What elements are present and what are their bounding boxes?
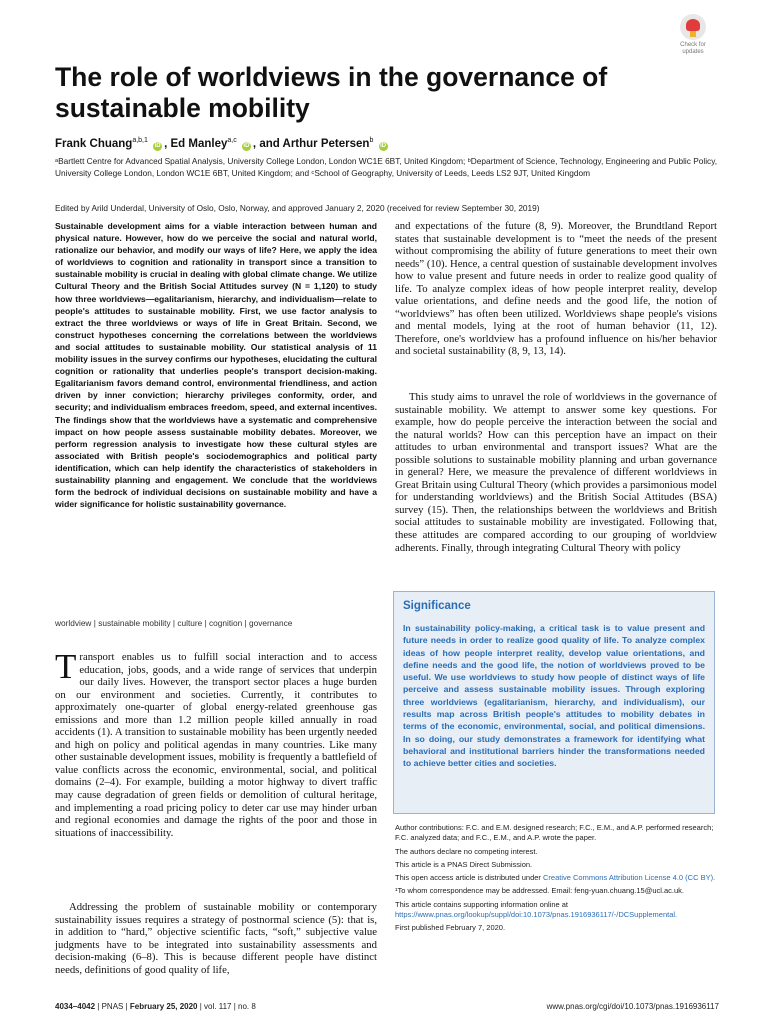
badge-label: Check for updates <box>680 42 706 55</box>
significance-heading: Significance <box>403 600 471 612</box>
intro-paragraph-1 <box>55 647 377 839</box>
affiliations: ᵃBartlett Centre for Advanced Spatial Analysis, University College London, London WC1E 6BT, United Kingdom; ᵇDepartment of Science, Technology, Engineering and Public Policy, University College London, London WC1E 6BT, United Kingdom; and ᶜSchool of Geography, University of Leeds, Leeds LS2 9JT, United Kingdom <box>55 156 718 178</box>
footer-pages: 4034–4042 <box>55 1002 96 1011</box>
supporting-info <box>395 900 717 921</box>
competing-interest: The authors declare no competing interest. <box>395 846 538 856</box>
license-prefix: This open access article is distributed under <box>395 873 543 883</box>
orcid-icon[interactable]: iD <box>380 142 387 149</box>
author-affil-sup: a,b,1 <box>132 137 148 144</box>
license-link[interactable]: Creative Commons Attribution License 4.0 (CC BY). <box>543 873 716 883</box>
author-name[interactable]: Frank Chuang <box>55 137 133 150</box>
intro-text: ransport enables us to fulfill social interaction and to access education, jobs, goods, and a wide range of services that underpin our daily lives. However, the transport sector places a huge burden on our environment and societies. Currently, it contributes to approximately one-quarter of global energy-related greenhouse gas emissions and more than 1.2 million people killed annually in road accidents (1). A transition to sustainable mobility has been urgently needed and high on policy and political agendas in many countries. Like many other sustainable development issues, mobility is frequently a battlefield of value conflicts across the economic, environmental, social, and political domains (2–4). For example, building a motor highway to divert traffic may cause degradation of green fields or demolition of cultural heritage, and implementing a road pricing policy to deter car use may hinder urban and regional economies and damage the rights of the poor and those in situations of inaccessibility. <box>55 651 377 839</box>
abstract: Sustainable development aims for a viable interaction between human and physical nature. However, how do we perceive the social and natural world, rationalize our behavior, and modify our ways of life? Here, we apply the idea of worldviews to cognition and rationality in transport since a transition to sustainable mobility is crucial in dealing with global climate change. We utilize Cultural Theory and the British Social Attitudes survey (N = 1,120) to study how three worldviews—egalitarianism, hierarchy, and individualism—relate to people's attitudes to sustainable mobility. First, we use factor analysis to extract the three worldviews or ways of life in Great Britain. Second, we construct hypotheses concerning the correlations between the worldviews and social attitudes to sustainable mobility. Our statistical analysis of 11 mobility issues in the survey confirms our hypotheses, elucidating the cultural cognition or rationality that underlies people's transport decision-making. Egalitarianism favors demand control, environmental friendliness, and action driven by inner conviction; hierarchy privileges conformity, order, and security; and individualism embraces freedom, speed, and external incentives. The findings show that the worldviews have a systematic and comprehensive impact on how people assess sustainable mobility debates. Moreover, we perform regression analysis to investigate how these cultural styles are associated with British people's sociodemographics and political party identification, which can help identify the characteristics of stakeholders in sustainability planning and engagement. We conclude that the worldviews form the bedrock of individual decisions on sustainable mobility and have a wider significance for holistic sustainability governance. <box>55 221 377 510</box>
si-link[interactable]: https://www.pnas.org/lookup/suppl/doi:10.1073/pnas.1916936117/-/DCSupplemental. <box>395 910 678 920</box>
significance-box <box>393 591 715 814</box>
author-name[interactable]: Ed Manley <box>170 137 228 150</box>
intro-paragraph-2: Addressing the problem of sustainable mobility or contemporary sustainability issues requires a strategy of postnormal science (5): that is, in addition to “hard,” objective scientific facts, “soft,” subjective value judgments have to be integrated into sustainability assessments and decision-making (6–8). This is because different people have distinct needs, definitions of good quality of life, <box>55 901 377 976</box>
correspondence: ¹To whom correspondence may be addressed. Email: feng-yuan.chuang.15@ucl.ac.uk. <box>395 886 685 896</box>
first-published: First published February 7, 2020. <box>395 923 506 933</box>
orcid-icon[interactable]: iD <box>243 142 250 149</box>
author-affil-sup: a,c <box>227 137 237 144</box>
author-contributions: Author contributions: F.C. and E.M. designed research; F.C., E.M., and A.P. performed research; F.C. analyzed data; and F.C., E.M., and A.P. wrote the paper. <box>395 823 714 843</box>
orcid-icon[interactable]: iD <box>154 142 161 149</box>
direct-submission: This article is a PNAS Direct Submission. <box>395 859 533 869</box>
crossmark-icon <box>680 14 706 40</box>
article-title: The role of worldviews in the governance of sustainable mobility <box>55 62 608 123</box>
license-note <box>395 873 717 883</box>
author-affil-sup: b <box>369 137 374 144</box>
author-list: Frank Chuang$^{a,b,1}$ iD , Ed Manley$^{a,c}$ iD , and Arthur Petersen$^b$ iD <box>55 137 387 150</box>
footer-date: February 25, 2020 <box>129 1002 198 1011</box>
footer-doi-url[interactable]: www.pnas.org/cgi/doi/10.1073/pnas.1916936117 <box>546 1002 719 1011</box>
si-prefix: This article contains supporting information online at <box>395 899 569 909</box>
keywords: worldview | sustainable mobility | culture | cognition | governance <box>55 618 293 628</box>
article-notes <box>395 823 717 937</box>
footer-volume: vol. 117 <box>204 1002 232 1011</box>
body-paragraph-continued: and expectations of the future (8, 9). Moreover, the Brundtland Report states that sustainable development is to “meet the needs of the present without compromising the ability of future generations to meet their own needs” (10). Hence, a central question of sustainable development involves how to value present and future needs in order to realize good quality of life. To analyze complex ideas of how people interpret reality, develop value orientations, and define needs and the good life, the notion of “worldviews” has often been utilized. Worldviews shape people's visions and mental models, lying at the root of human behavior (11, 12). Therefore, one's worldview has a profound influence on his/her behavior and societal sustainability (8, 9, 13, 14). <box>395 220 717 358</box>
footer-journal: PNAS <box>101 1002 124 1011</box>
body-paragraph-study-aims: This study aims to unravel the role of worldviews in the governance of sustainable mobility. We attempt to answer some key questions. For example, how do people perceive the interaction between the social and the natural worlds? How can this perception have an impact on their attitudes to urban environmental and transport issues? What are the possible solutions to sustainable mobility planning and urban governance in general? Here, we measure the prevalence of different worldviews in Great Britain using Cultural Theory (which provides a parsimonious model for understanding worldviews) and the British Social Attitudes (BSA) survey (15). Then, the relationships between the worldviews and British social attitudes to sustainable mobility are investigated. Following that, these attitudes are compared according to our grouping of worldview adherents. Finally, through integrating Cultural Theory with policy <box>395 391 717 554</box>
author-name[interactable]: and Arthur Petersen <box>259 137 370 150</box>
footer-citation: 4034–4042 | PNAS | February 25, 2020 | vol. 117 | no. 8 <box>55 1002 256 1011</box>
footer-issue: no. 8 <box>238 1002 256 1011</box>
check-for-updates-badge[interactable] <box>673 14 713 58</box>
drop-cap: T <box>55 647 77 686</box>
significance-text: In sustainability policy-making, a critical task is to value present and future needs in order to realize good quality of life. To analyze complex ideas of how people interpret reality, develop value orientations, and define needs and the good life, the notion of worldviews proved to be useful. We use worldviews to study how people of distinct ways of life perceive and assess sustainable mobility issues. Through exploring three worldviews (egalitarianism, hierarchy, and individualism), our results map across British people's attitudes to mobility debates in terms of the economic, environmental, social, and political dimensions. In so doing, our study demonstrates a framework for identifying what behavioral and institutional barriers hinder the transformations needed to achieve better cities and societies. <box>403 623 705 769</box>
edited-by: Edited by Arild Underdal, University of Oslo, Oslo, Norway, and approved January 2, 2020 (received for review September 30, 2019) <box>55 203 540 213</box>
